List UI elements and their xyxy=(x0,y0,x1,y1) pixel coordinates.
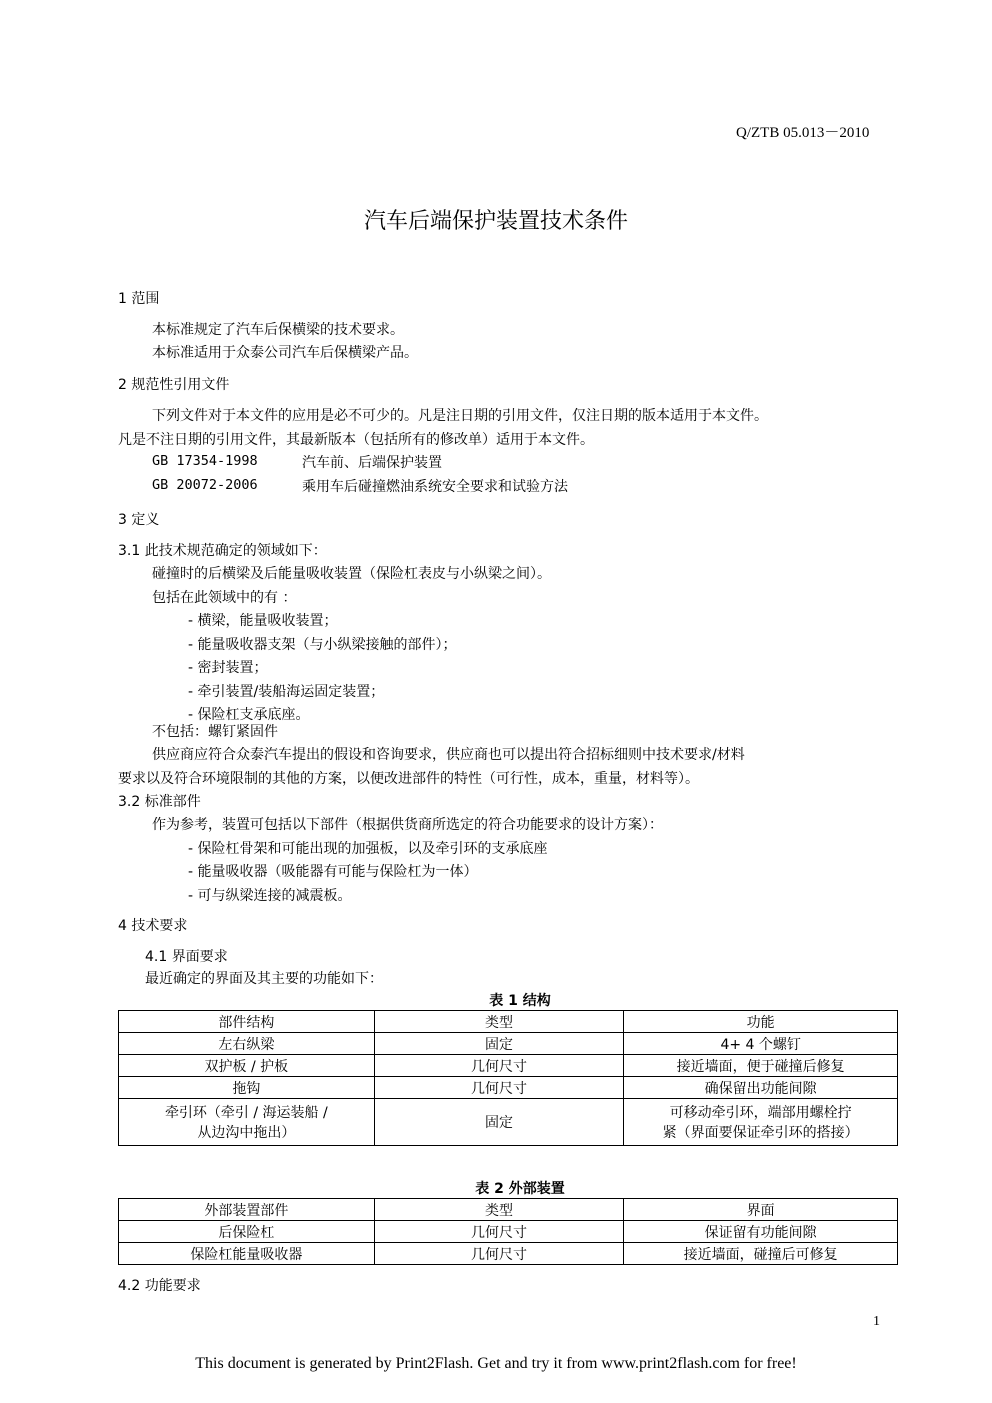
table-header-cell: 界面 xyxy=(624,1199,898,1221)
table-row xyxy=(119,1077,898,1099)
page-number: 1 xyxy=(873,1314,880,1329)
table-cell: 双护板 / 护板 xyxy=(119,1055,375,1077)
table-cell: 保险杠能量吸收器 xyxy=(119,1243,375,1265)
table-header-row xyxy=(119,1199,898,1221)
table-cell: 4+ 4 个螺钉 xyxy=(624,1033,898,1055)
section-3-para: 碰撞时的后横梁及后能量吸收装置（保险杠表皮与小纵梁之间）。 xyxy=(152,566,551,582)
section-1-para: 本标准规定了汽车后保横梁的技术要求。 xyxy=(152,322,404,338)
table-cell xyxy=(624,1099,898,1146)
reference-code: GB 17354-1998 xyxy=(152,453,258,469)
list-item: - 密封装置； xyxy=(188,660,268,676)
section-3-para: 作为参考，装置可包括以下部件（根据供货商所选定的符合功能要求的设计方案）： xyxy=(152,817,663,833)
list-item: - 横梁，能量吸收装置； xyxy=(188,613,338,629)
table-cell: 几何尺寸 xyxy=(374,1077,624,1099)
table-header-cell: 类型 xyxy=(374,1011,624,1033)
section-3-para: 包括在此领域中的有 ： xyxy=(152,590,297,606)
subsection-3-2: 3.2 标准部件 xyxy=(118,794,201,810)
table-cell: 固定 xyxy=(374,1099,624,1146)
table-header-cell: 类型 xyxy=(374,1199,624,1221)
list-item: - 能量吸收器支架（与小纵梁接触的部件）； xyxy=(188,637,457,653)
table-cell: 几何尺寸 xyxy=(374,1055,624,1077)
section-3-heading: 3 定义 xyxy=(118,512,160,528)
list-item: - 可与纵梁连接的减震板。 xyxy=(188,888,352,904)
table-cell: 几何尺寸 xyxy=(374,1243,624,1265)
table-row xyxy=(119,1055,898,1077)
list-item: - 保险杠骨架和可能出现的加强板，以及牵引环的支承底座 xyxy=(188,841,548,857)
table-cell: 保证留有功能间隙 xyxy=(624,1221,898,1243)
table-cell: 左右纵梁 xyxy=(119,1033,375,1055)
subsection-4-2: 4.2 功能要求 xyxy=(118,1278,201,1294)
reference-name: 汽车前、后端保护装置 xyxy=(302,455,442,471)
table-cell: 确保留出功能间隙 xyxy=(624,1077,898,1099)
table-cell: 固定 xyxy=(374,1033,624,1055)
table-row xyxy=(119,1221,898,1243)
reference-code: GB 20072-2006 xyxy=(152,477,258,493)
section-3-para: 供应商应符合众泰汽车提出的假设和咨询要求，供应商也可以提出符合招标细则中技术要求/材料 xyxy=(152,747,745,763)
generator-notice: This document is generated by Print2Flash. Get and try it from www.print2flash.com for free! xyxy=(195,1355,797,1372)
list-item: - 牵引装置/装船海运固定装置； xyxy=(188,684,385,700)
section-4-heading: 4 技术要求 xyxy=(118,918,188,934)
table-cell: 接近墙面，碰撞后可修复 xyxy=(624,1243,898,1265)
table-1-caption: 表 1 结构 xyxy=(489,993,551,1009)
section-2-para: 下列文件对于本文件的应用是必不可少的。凡是注日期的引用文件，仅注日期的版本适用于本文件。 xyxy=(152,408,768,424)
standard-code: Q/ZTB 05.013－2010 xyxy=(736,125,870,141)
list-item: - 保险杠支承底座。 xyxy=(188,707,310,723)
table-row xyxy=(119,1243,898,1265)
table-cell: 拖钩 xyxy=(119,1077,375,1099)
section-4-para: 最近确定的界面及其主要的功能如下： xyxy=(145,971,383,987)
cell-line: 紧（界面要保证牵引环的搭接） xyxy=(662,1125,859,1141)
subsection-4-1: 4.1 界面要求 xyxy=(145,949,228,965)
document-title: 汽车后端保护装置技术条件 xyxy=(363,209,628,234)
list-item: - 能量吸收器（吸能器有可能与保险杠为一体） xyxy=(188,864,478,880)
table-cell: 后保险杠 xyxy=(119,1221,375,1243)
cell-line: 从边沟中拖出） xyxy=(197,1125,296,1141)
subsection-3-1: 3.1 此技术规范确定的领域如下： xyxy=(118,543,327,559)
table-2 xyxy=(118,1198,898,1265)
section-1-heading: 1 范围 xyxy=(118,291,160,307)
reference-name: 乘用车后碰撞燃油系统安全要求和试验方法 xyxy=(302,479,568,495)
table-header-cell: 外部装置部件 xyxy=(119,1199,375,1221)
table-cell: 几何尺寸 xyxy=(374,1221,624,1243)
section-1-para: 本标准适用于众泰公司汽车后保横梁产品。 xyxy=(152,345,418,361)
cell-line: 可移动牵引环，端部用螺栓拧 xyxy=(669,1105,852,1121)
table-header-row xyxy=(119,1011,898,1033)
table-row xyxy=(119,1033,898,1055)
section-2-para: 凡是不注日期的引用文件，其最新版本（包括所有的修改单）适用于本文件。 xyxy=(118,432,594,448)
section-3-para: 不包括：螺钉紧固件 xyxy=(152,724,278,740)
table-header-cell: 部件结构 xyxy=(119,1011,375,1033)
section-2-heading: 2 规范性引用文件 xyxy=(118,377,230,393)
table-row xyxy=(119,1099,898,1146)
section-3-para: 要求以及符合环境限制的其他的方案，以便改进部件的特性（可行性，成本，重量，材料等）。 xyxy=(118,771,699,787)
table-header-cell: 功能 xyxy=(624,1011,898,1033)
table-cell xyxy=(119,1099,375,1146)
table-1 xyxy=(118,1010,898,1146)
table-2-caption: 表 2 外部装置 xyxy=(475,1181,565,1197)
table-cell: 接近墙面，便于碰撞后修复 xyxy=(624,1055,898,1077)
cell-line: 牵引环（牵引 / 海运装船 / xyxy=(164,1105,328,1121)
